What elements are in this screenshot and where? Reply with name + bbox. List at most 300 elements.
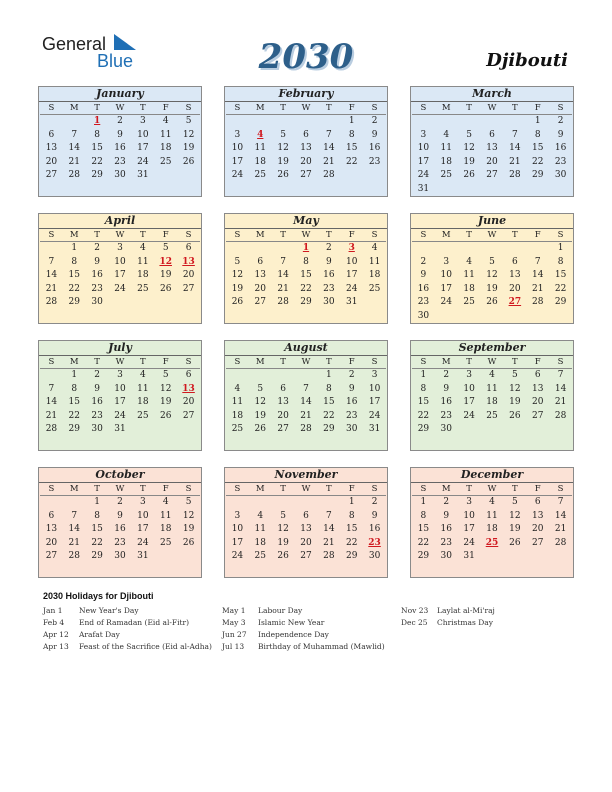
holiday-date: Apr 13	[43, 642, 69, 651]
day-cell: 13	[509, 270, 521, 281]
holiday-entry	[43, 605, 212, 617]
day-cell: 27	[45, 170, 58, 181]
day-cell: 15	[91, 143, 103, 154]
day-cell: 29	[91, 170, 103, 181]
day-cell: 28	[68, 170, 80, 181]
weekday-header: F	[154, 356, 177, 369]
day-cell: 22	[417, 537, 430, 548]
day-cell: 29	[91, 551, 103, 562]
day-cell: 19	[509, 524, 521, 535]
day-cell: 26	[509, 410, 521, 421]
holiday-day-cell: 25	[485, 537, 499, 548]
day-cell: 9	[117, 510, 123, 521]
month-day-grid	[39, 356, 201, 437]
day-cell: 19	[159, 270, 172, 281]
holidays-column	[401, 605, 495, 629]
holiday-date: May 1	[222, 606, 246, 615]
empty-day-cell	[40, 242, 63, 256]
holiday-date: May 3	[222, 618, 246, 627]
day-cell: 24	[345, 283, 358, 294]
holiday-entry	[222, 641, 385, 653]
day-cell: 22	[531, 156, 544, 167]
day-cell: 12	[509, 510, 521, 521]
day-cell: 17	[137, 524, 149, 535]
day-cell: 27	[531, 410, 544, 421]
empty-day-cell	[295, 369, 318, 383]
day-cell: 4	[139, 370, 146, 380]
day-cell: 10	[440, 270, 452, 281]
day-cell: 4	[466, 256, 472, 267]
empty-day-cell	[63, 496, 86, 510]
day-cell: 7	[71, 510, 78, 521]
day-cell: 18	[486, 524, 498, 535]
holiday-date: Jul 13	[222, 642, 245, 651]
weekday-header: S	[412, 229, 435, 242]
empty-day-cell	[458, 242, 481, 256]
holiday-name: End of Ramadan (Eid al-Fitr)	[79, 618, 190, 627]
day-cell: 3	[234, 510, 241, 521]
day-cell: 26	[182, 156, 195, 167]
empty-day-cell	[249, 496, 272, 510]
day-cell: 5	[280, 129, 286, 140]
day-cell: 6	[303, 510, 309, 521]
day-cell: 19	[159, 397, 172, 408]
day-cell: 2	[94, 370, 100, 380]
month-september	[410, 340, 574, 451]
day-cell: 15	[417, 524, 430, 535]
day-cell: 2	[94, 243, 100, 253]
day-cell: 1	[71, 243, 78, 253]
day-cell: 30	[114, 551, 126, 562]
day-cell: 28	[68, 551, 80, 562]
calendar-year: 2030	[258, 37, 354, 77]
day-cell: 12	[182, 510, 195, 521]
day-cell: 12	[463, 143, 475, 154]
day-cell: 31	[345, 297, 358, 308]
day-cell: 30	[417, 310, 430, 321]
day-cell: 25	[254, 551, 266, 562]
holiday-day-cell: 1	[94, 116, 101, 126]
day-cell: 24	[440, 297, 452, 308]
day-cell: 5	[511, 497, 518, 507]
weekday-header: W	[481, 483, 504, 496]
month-name: October	[39, 468, 201, 483]
day-cell: 21	[554, 397, 567, 408]
day-cell: 13	[300, 143, 312, 154]
day-cell: 28	[554, 410, 567, 421]
day-cell: 27	[254, 297, 266, 308]
weekday-header: S	[40, 229, 63, 242]
weekday-header: W	[295, 356, 318, 369]
weekday-header: S	[363, 356, 386, 369]
day-cell: 18	[463, 283, 475, 294]
day-cell: 1	[348, 497, 355, 507]
empty-day-cell	[63, 115, 86, 129]
day-cell: 31	[463, 551, 475, 562]
day-cell: 15	[300, 270, 312, 281]
weekday-header: F	[526, 483, 549, 496]
weekday-header: M	[435, 356, 458, 369]
day-cell: 8	[71, 383, 78, 394]
weekday-header: S	[226, 102, 249, 115]
day-cell: 10	[368, 383, 381, 394]
empty-day-cell	[226, 369, 249, 383]
day-cell: 19	[277, 537, 289, 548]
day-cell: 20	[509, 283, 521, 294]
day-cell: 17	[368, 397, 381, 408]
day-cell: 21	[45, 410, 58, 421]
weekday-header: T	[86, 102, 109, 115]
day-cell: 9	[94, 383, 100, 394]
day-cell: 10	[417, 143, 430, 154]
weekday-header: S	[226, 483, 249, 496]
month-name: September	[411, 341, 573, 356]
day-cell: 16	[91, 270, 103, 281]
day-cell: 24	[137, 156, 149, 167]
day-cell: 14	[554, 510, 567, 521]
day-cell: 1	[325, 370, 332, 380]
day-cell: 3	[466, 370, 472, 380]
month-day-grid	[411, 356, 573, 437]
day-cell: 17	[114, 397, 126, 408]
day-cell: 24	[231, 551, 244, 562]
day-cell: 14	[554, 383, 567, 394]
month-name: January	[39, 87, 201, 102]
day-cell: 10	[114, 256, 126, 267]
day-cell: 15	[323, 397, 335, 408]
weekday-header: S	[549, 229, 572, 242]
day-cell: 5	[162, 243, 169, 253]
day-cell: 16	[368, 143, 381, 154]
day-cell: 2	[371, 116, 378, 126]
day-cell: 7	[534, 256, 541, 267]
holidays-column	[43, 605, 212, 653]
day-cell: 23	[368, 156, 381, 167]
weekday-header: S	[549, 356, 572, 369]
weekday-header: T	[272, 483, 295, 496]
day-cell: 6	[48, 129, 55, 140]
day-cell: 25	[368, 283, 381, 294]
day-cell: 23	[114, 537, 126, 548]
day-cell: 21	[300, 410, 312, 421]
weekday-header: T	[317, 483, 340, 496]
day-cell: 25	[137, 410, 149, 421]
month-day-grid	[39, 229, 201, 310]
weekday-header: W	[481, 356, 504, 369]
day-cell: 7	[557, 370, 564, 380]
day-cell: 2	[117, 116, 123, 126]
day-cell: 24	[114, 410, 126, 421]
day-cell: 24	[137, 537, 149, 548]
day-cell: 29	[300, 297, 312, 308]
weekday-header: S	[412, 483, 435, 496]
weekday-header: S	[177, 229, 200, 242]
weekday-header: M	[249, 483, 272, 496]
day-cell: 18	[137, 397, 149, 408]
weekday-header: F	[340, 356, 363, 369]
day-cell: 18	[368, 270, 381, 281]
month-name: July	[39, 341, 201, 356]
day-cell: 15	[345, 524, 358, 535]
day-cell: 19	[254, 410, 266, 421]
month-december	[410, 467, 574, 578]
day-cell: 4	[443, 129, 450, 140]
day-cell: 16	[323, 270, 335, 281]
day-cell: 27	[182, 410, 195, 421]
weekday-header: S	[363, 229, 386, 242]
day-cell: 28	[277, 297, 289, 308]
day-cell: 28	[509, 170, 521, 181]
day-cell: 8	[348, 129, 355, 140]
day-cell: 8	[94, 510, 100, 521]
day-cell: 1	[348, 116, 355, 126]
day-cell: 20	[531, 397, 544, 408]
month-name: May	[225, 214, 387, 229]
day-cell: 11	[137, 383, 149, 394]
day-cell: 24	[368, 410, 381, 421]
day-cell: 15	[531, 143, 544, 154]
day-cell: 16	[345, 397, 358, 408]
day-cell: 4	[371, 243, 378, 253]
day-cell: 22	[323, 410, 335, 421]
weekday-header: M	[249, 229, 272, 242]
day-cell: 8	[94, 129, 100, 140]
holiday-entry	[222, 629, 385, 641]
day-cell: 26	[159, 410, 172, 421]
day-cell: 11	[231, 397, 244, 408]
day-cell: 10	[463, 510, 475, 521]
day-cell: 30	[440, 424, 452, 435]
month-july	[38, 340, 202, 451]
day-cell: 17	[231, 156, 244, 167]
day-cell: 28	[323, 551, 335, 562]
day-cell: 18	[254, 537, 266, 548]
month-day-grid	[225, 102, 387, 183]
day-cell: 19	[509, 397, 521, 408]
holiday-name: Arafat Day	[79, 630, 120, 639]
day-cell: 18	[159, 524, 172, 535]
weekday-header: T	[272, 229, 295, 242]
day-cell: 7	[511, 129, 518, 140]
day-cell: 11	[486, 383, 498, 394]
day-cell: 9	[348, 383, 355, 394]
day-cell: 3	[443, 256, 450, 267]
day-cell: 8	[303, 256, 309, 267]
empty-day-cell	[249, 369, 272, 383]
day-cell: 13	[531, 383, 544, 394]
day-cell: 20	[45, 156, 58, 167]
day-cell: 2	[420, 256, 427, 267]
day-cell: 4	[162, 497, 169, 507]
day-cell: 18	[254, 156, 266, 167]
holiday-day-cell: 27	[508, 297, 522, 308]
day-cell: 21	[45, 283, 58, 294]
day-cell: 14	[300, 397, 312, 408]
day-cell: 14	[509, 143, 521, 154]
day-cell: 25	[463, 297, 475, 308]
day-cell: 2	[348, 370, 355, 380]
day-cell: 31	[114, 424, 126, 435]
weekday-header: M	[435, 102, 458, 115]
day-cell: 6	[280, 383, 286, 394]
day-cell: 17	[463, 524, 475, 535]
weekday-header: T	[458, 229, 481, 242]
day-cell: 24	[231, 170, 244, 181]
day-cell: 13	[531, 510, 544, 521]
day-cell: 1	[71, 370, 78, 380]
day-cell: 7	[557, 497, 564, 507]
day-cell: 25	[159, 537, 172, 548]
day-cell: 3	[420, 129, 427, 140]
holiday-name: Independence Day	[258, 630, 329, 639]
day-cell: 29	[68, 297, 80, 308]
weekday-header: M	[63, 356, 86, 369]
day-cell: 15	[68, 397, 80, 408]
day-cell: 21	[323, 156, 335, 167]
day-cell: 25	[440, 170, 452, 181]
month-day-grid	[225, 483, 387, 564]
day-cell: 13	[45, 524, 58, 535]
day-cell: 14	[45, 270, 58, 281]
day-cell: 8	[348, 510, 355, 521]
day-cell: 31	[137, 170, 149, 181]
day-cell: 14	[323, 143, 335, 154]
day-cell: 26	[486, 297, 498, 308]
empty-day-cell	[40, 115, 63, 129]
weekday-header: S	[363, 102, 386, 115]
day-cell: 19	[277, 156, 289, 167]
day-cell: 22	[68, 410, 80, 421]
day-cell: 9	[443, 510, 450, 521]
empty-day-cell	[503, 242, 526, 256]
holiday-date: Jan 1	[43, 606, 63, 615]
month-name: December	[411, 468, 573, 483]
day-cell: 11	[159, 510, 172, 521]
day-cell: 23	[554, 156, 567, 167]
day-cell: 7	[71, 129, 78, 140]
holiday-name: Birthday of Muhammad (Mawlid)	[258, 642, 385, 651]
day-cell: 25	[254, 170, 266, 181]
weekday-header: F	[154, 229, 177, 242]
holiday-day-cell: 4	[257, 129, 264, 140]
day-cell: 11	[368, 256, 381, 267]
day-cell: 5	[466, 129, 472, 140]
weekday-header: T	[131, 102, 154, 115]
empty-day-cell	[481, 242, 504, 256]
weekday-header: S	[226, 229, 249, 242]
day-cell: 3	[139, 116, 146, 126]
weekday-header: W	[295, 483, 318, 496]
day-cell: 29	[417, 424, 430, 435]
weekday-header: F	[526, 229, 549, 242]
day-cell: 3	[117, 243, 123, 253]
day-cell: 3	[117, 370, 123, 380]
day-cell: 8	[325, 383, 332, 394]
day-cell: 31	[368, 424, 381, 435]
day-cell: 21	[68, 156, 80, 167]
month-august	[224, 340, 388, 451]
holidays-column	[222, 605, 385, 653]
month-january	[38, 86, 202, 197]
day-cell: 4	[257, 510, 264, 521]
day-cell: 29	[417, 551, 430, 562]
day-cell: 28	[554, 537, 567, 548]
holiday-name: New Year's Day	[79, 606, 139, 615]
day-cell: 20	[277, 410, 289, 421]
day-cell: 9	[371, 510, 378, 521]
day-cell: 28	[300, 424, 312, 435]
month-name: June	[411, 214, 573, 229]
month-name: February	[225, 87, 387, 102]
day-cell: 5	[257, 383, 264, 394]
day-cell: 25	[486, 410, 498, 421]
day-cell: 16	[114, 143, 126, 154]
holiday-entry	[43, 641, 212, 653]
day-cell: 12	[254, 397, 266, 408]
weekday-header: W	[109, 229, 132, 242]
day-cell: 22	[68, 283, 80, 294]
day-cell: 8	[420, 510, 427, 521]
holiday-day-cell: 13	[182, 383, 195, 394]
holiday-day-cell: 13	[182, 256, 195, 267]
day-cell: 24	[417, 170, 430, 181]
day-cell: 3	[234, 129, 241, 140]
empty-day-cell	[40, 496, 63, 510]
empty-day-cell	[249, 242, 272, 256]
day-cell: 26	[182, 537, 195, 548]
holiday-entry	[43, 617, 212, 629]
month-day-grid	[411, 229, 573, 324]
day-cell: 12	[509, 383, 521, 394]
day-cell: 16	[91, 397, 103, 408]
weekday-header: T	[458, 102, 481, 115]
day-cell: 15	[345, 143, 358, 154]
weekday-header: W	[109, 356, 132, 369]
day-cell: 6	[534, 370, 541, 380]
day-cell: 30	[440, 551, 452, 562]
day-cell: 1	[534, 116, 541, 126]
day-cell: 30	[345, 424, 358, 435]
day-cell: 11	[159, 129, 172, 140]
day-cell: 10	[114, 383, 126, 394]
weekday-header: S	[226, 356, 249, 369]
weekday-header: S	[177, 356, 200, 369]
day-cell: 19	[182, 143, 195, 154]
day-cell: 27	[531, 537, 544, 548]
weekday-header: T	[317, 356, 340, 369]
day-cell: 14	[531, 270, 544, 281]
day-cell: 10	[345, 256, 358, 267]
day-cell: 8	[71, 256, 78, 267]
day-cell: 27	[300, 551, 312, 562]
day-cell: 17	[463, 397, 475, 408]
day-cell: 14	[277, 270, 289, 281]
day-cell: 22	[417, 410, 430, 421]
day-cell: 27	[486, 170, 498, 181]
day-cell: 28	[45, 424, 58, 435]
weekday-header: W	[295, 102, 318, 115]
empty-day-cell	[481, 115, 504, 129]
day-cell: 29	[68, 424, 80, 435]
day-cell: 17	[231, 537, 244, 548]
day-cell: 9	[420, 270, 427, 281]
holiday-date: Jun 27	[222, 630, 247, 639]
empty-day-cell	[272, 115, 295, 129]
day-cell: 18	[440, 156, 452, 167]
weekday-header: T	[86, 356, 109, 369]
day-cell: 9	[94, 256, 100, 267]
day-cell: 11	[440, 143, 452, 154]
